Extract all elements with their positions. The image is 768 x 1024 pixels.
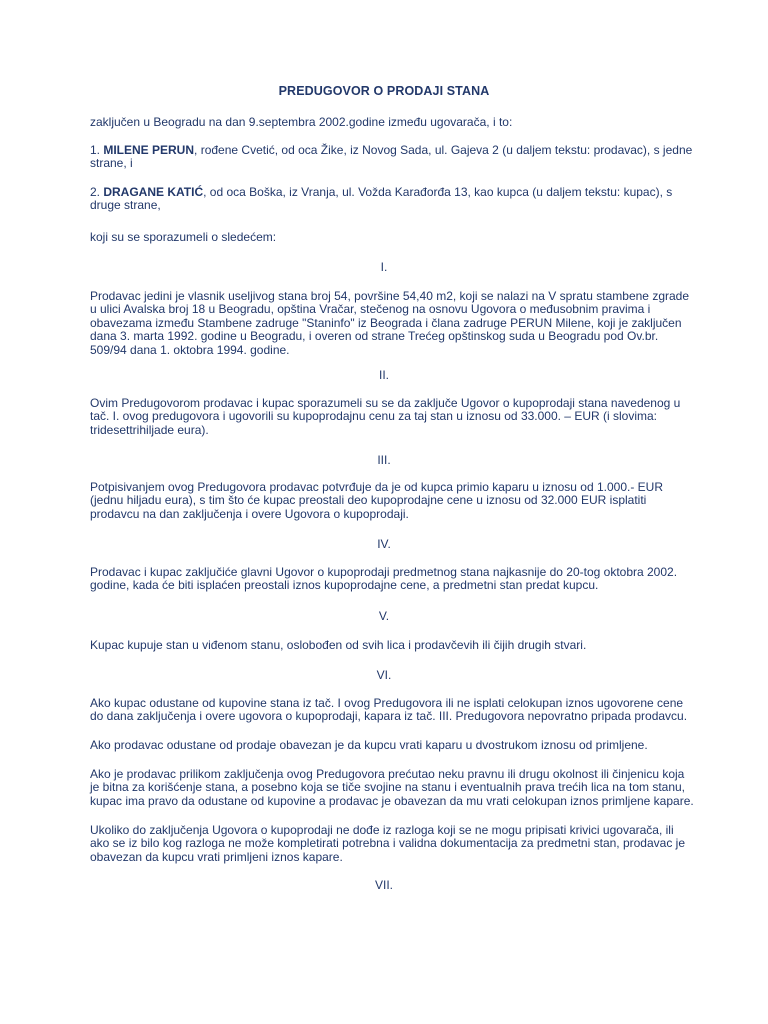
section-heading-ii: II.	[378, 368, 389, 382]
text-line: do dana zaključenja i overe ugovora o kupoprodaji, kapara iz tač. III. Predugovora nepovratno pripada prodavcu.	[90, 709, 688, 724]
text-line: Ovim Predugovorom prodavac i kupac sporazumeli su se da zaključe Ugovor o kupoprodaji stana navedenog u	[90, 396, 681, 410]
section-vi-paragraph-4	[90, 823, 685, 864]
party-2-line-1	[90, 186, 682, 199]
text-line: prodavcu na dan zaključenja i overe Ugovora o kupoprodaji.	[90, 506, 409, 521]
party-1-line-1	[90, 143, 693, 157]
section-heading-i: I.	[380, 260, 388, 274]
text-line: Ukoliko do zaključenja Ugovora o kupoprodaji ne dođe iz razloga koji se ne mogu pripisati krivici ugovarača, ili	[90, 823, 674, 837]
section-vi-paragraph-3	[90, 767, 694, 808]
party-1-paragraph	[90, 143, 693, 171]
text-line: godine, kada će biti isplaćen preostali iznos kupoprodajne cene, a predmetni stan predat kupcu.	[90, 578, 599, 593]
section-vi-paragraph-1	[90, 696, 688, 724]
text-line: ako se iz bilo kog razloga ne može kompletirati potrebna i validna dokumentacija za predmetni stan, prodavac je	[90, 836, 685, 851]
section-heading-iv: IV.	[377, 537, 391, 551]
section-v-paragraph	[90, 639, 682, 652]
party-2-details: , od oca Boška, iz Vranja, ul. Vožda Karađorđa 13, kao kupca (u daljem tekstu: kupac), s	[203, 185, 673, 199]
party-1-name: MILENE PERUN	[103, 143, 195, 157]
text-line: je bitna za korišćenje stana, a posebno koja se tiče svojine na stanu i eventualnih prava trećih lica na tom stanu,	[90, 780, 686, 795]
text-line: dana 3. marta 1992. godine u Beogradu, i overen od strane Trećeg opštinskog suda u Beogradu pod Ov.br.	[90, 329, 659, 344]
party-2-prefix: 2.	[90, 185, 104, 199]
text-line: Kupac kupuje stan u viđenom stanu, oslobođen od svih lica i prodavčevih ili čijih drugih stvari.	[90, 638, 587, 652]
section-heading-v: V.	[378, 609, 390, 623]
text-line: tridesettrihiljade eura).	[90, 422, 209, 437]
section-iv-paragraph	[90, 566, 682, 593]
text-line: Prodavac i kupac zaključiće glavni Ugovor o kupoprodaji predmetnog stana najkasnije do 20-tog oktobra 2002.	[90, 565, 678, 579]
intro-paragraph: zaključen u Beogradu na dan 9.septembra 2002.godine između ugovarača, i to:	[90, 115, 513, 129]
text-line: kupac ima pravo da odustane od kupovine a prodavac je obavezan da mu vrati celokupan iznos primljene kapare.	[90, 793, 694, 808]
text-line: obavezan da kupcu vrati primljeni iznos kapare.	[90, 849, 343, 864]
text-line: Potpisivanjem ovog Predugovora prodavac potvrđuje da je od kupca primio kaparu u iznosu od 1.000.- EUR	[90, 480, 663, 494]
party-2-line-2: druge strane,	[90, 198, 161, 213]
text-line: Ako prodavac odustane od prodaje obavezan je da kupcu vrati kaparu u dvostrukom iznosu od primljene.	[90, 738, 648, 752]
party-1-details: , rođene Cvetić, od oca Žike, iz Novog Sada, ul. Gajeva 2 (u daljem tekstu: prodavac), s jedne	[194, 143, 693, 157]
agreement-paragraph: koji su se sporazumeli o sledećem:	[90, 230, 277, 244]
document-title: PREDUGOVOR O PRODAJI STANA	[278, 84, 490, 98]
text-line: tač. I. ovog predugovora i ugovorili su kupoprodajnu cenu za taj stan u iznosu od 33.000. – EUR (i slovima:	[90, 409, 657, 424]
text-line: 509/94 dana 1. oktobra 1994. godine.	[90, 342, 290, 357]
section-heading-vi: VI.	[376, 668, 392, 682]
party-1-line-2: strane, i	[90, 156, 133, 171]
party-2-name: DRAGANE KATIĆ	[103, 185, 204, 199]
text-line: (jednu hiljadu eura), s tim što će kupac preostali deo kupoprodajne cene u iznosu od 32.000 EUR isplatiti	[90, 493, 647, 508]
text-line: Ako je prodavac prilikom zaključenja ovog Predugovora prećutao neku pravnu ili drugu okolnost ili činjenicu koja	[90, 767, 685, 781]
text-line: Ako kupac odustane od kupovine stana iz tač. I ovog Predugovora ili ne isplati celokupan iznos ugovorene cene	[90, 696, 684, 710]
section-heading-iii: III.	[377, 453, 391, 467]
text-line: u ulici Avalska broj 18 u Beogradu, opština Vračar, stečenog na osnovu Ugovora o međusobnim pravima i	[90, 302, 651, 317]
party-1-prefix: 1.	[90, 143, 104, 157]
section-ii-paragraph	[90, 397, 682, 437]
text-line: Prodavac jedini je vlasnik useljivog stana broj 54, površine 54,40 m2, koji se nalazi na V spratu stambene zgrade	[90, 289, 690, 303]
text-line: obavezama između Stambene zadruge "Staninfo" iz Beograda i člana zadruge PERUN Milene, koji je zaključen	[90, 315, 682, 330]
section-i-paragraph	[90, 289, 690, 357]
party-2-paragraph	[90, 186, 682, 213]
section-heading-vii: VII.	[374, 878, 393, 892]
section-vi-paragraph-2	[90, 739, 682, 752]
section-iii-paragraph	[90, 481, 682, 521]
